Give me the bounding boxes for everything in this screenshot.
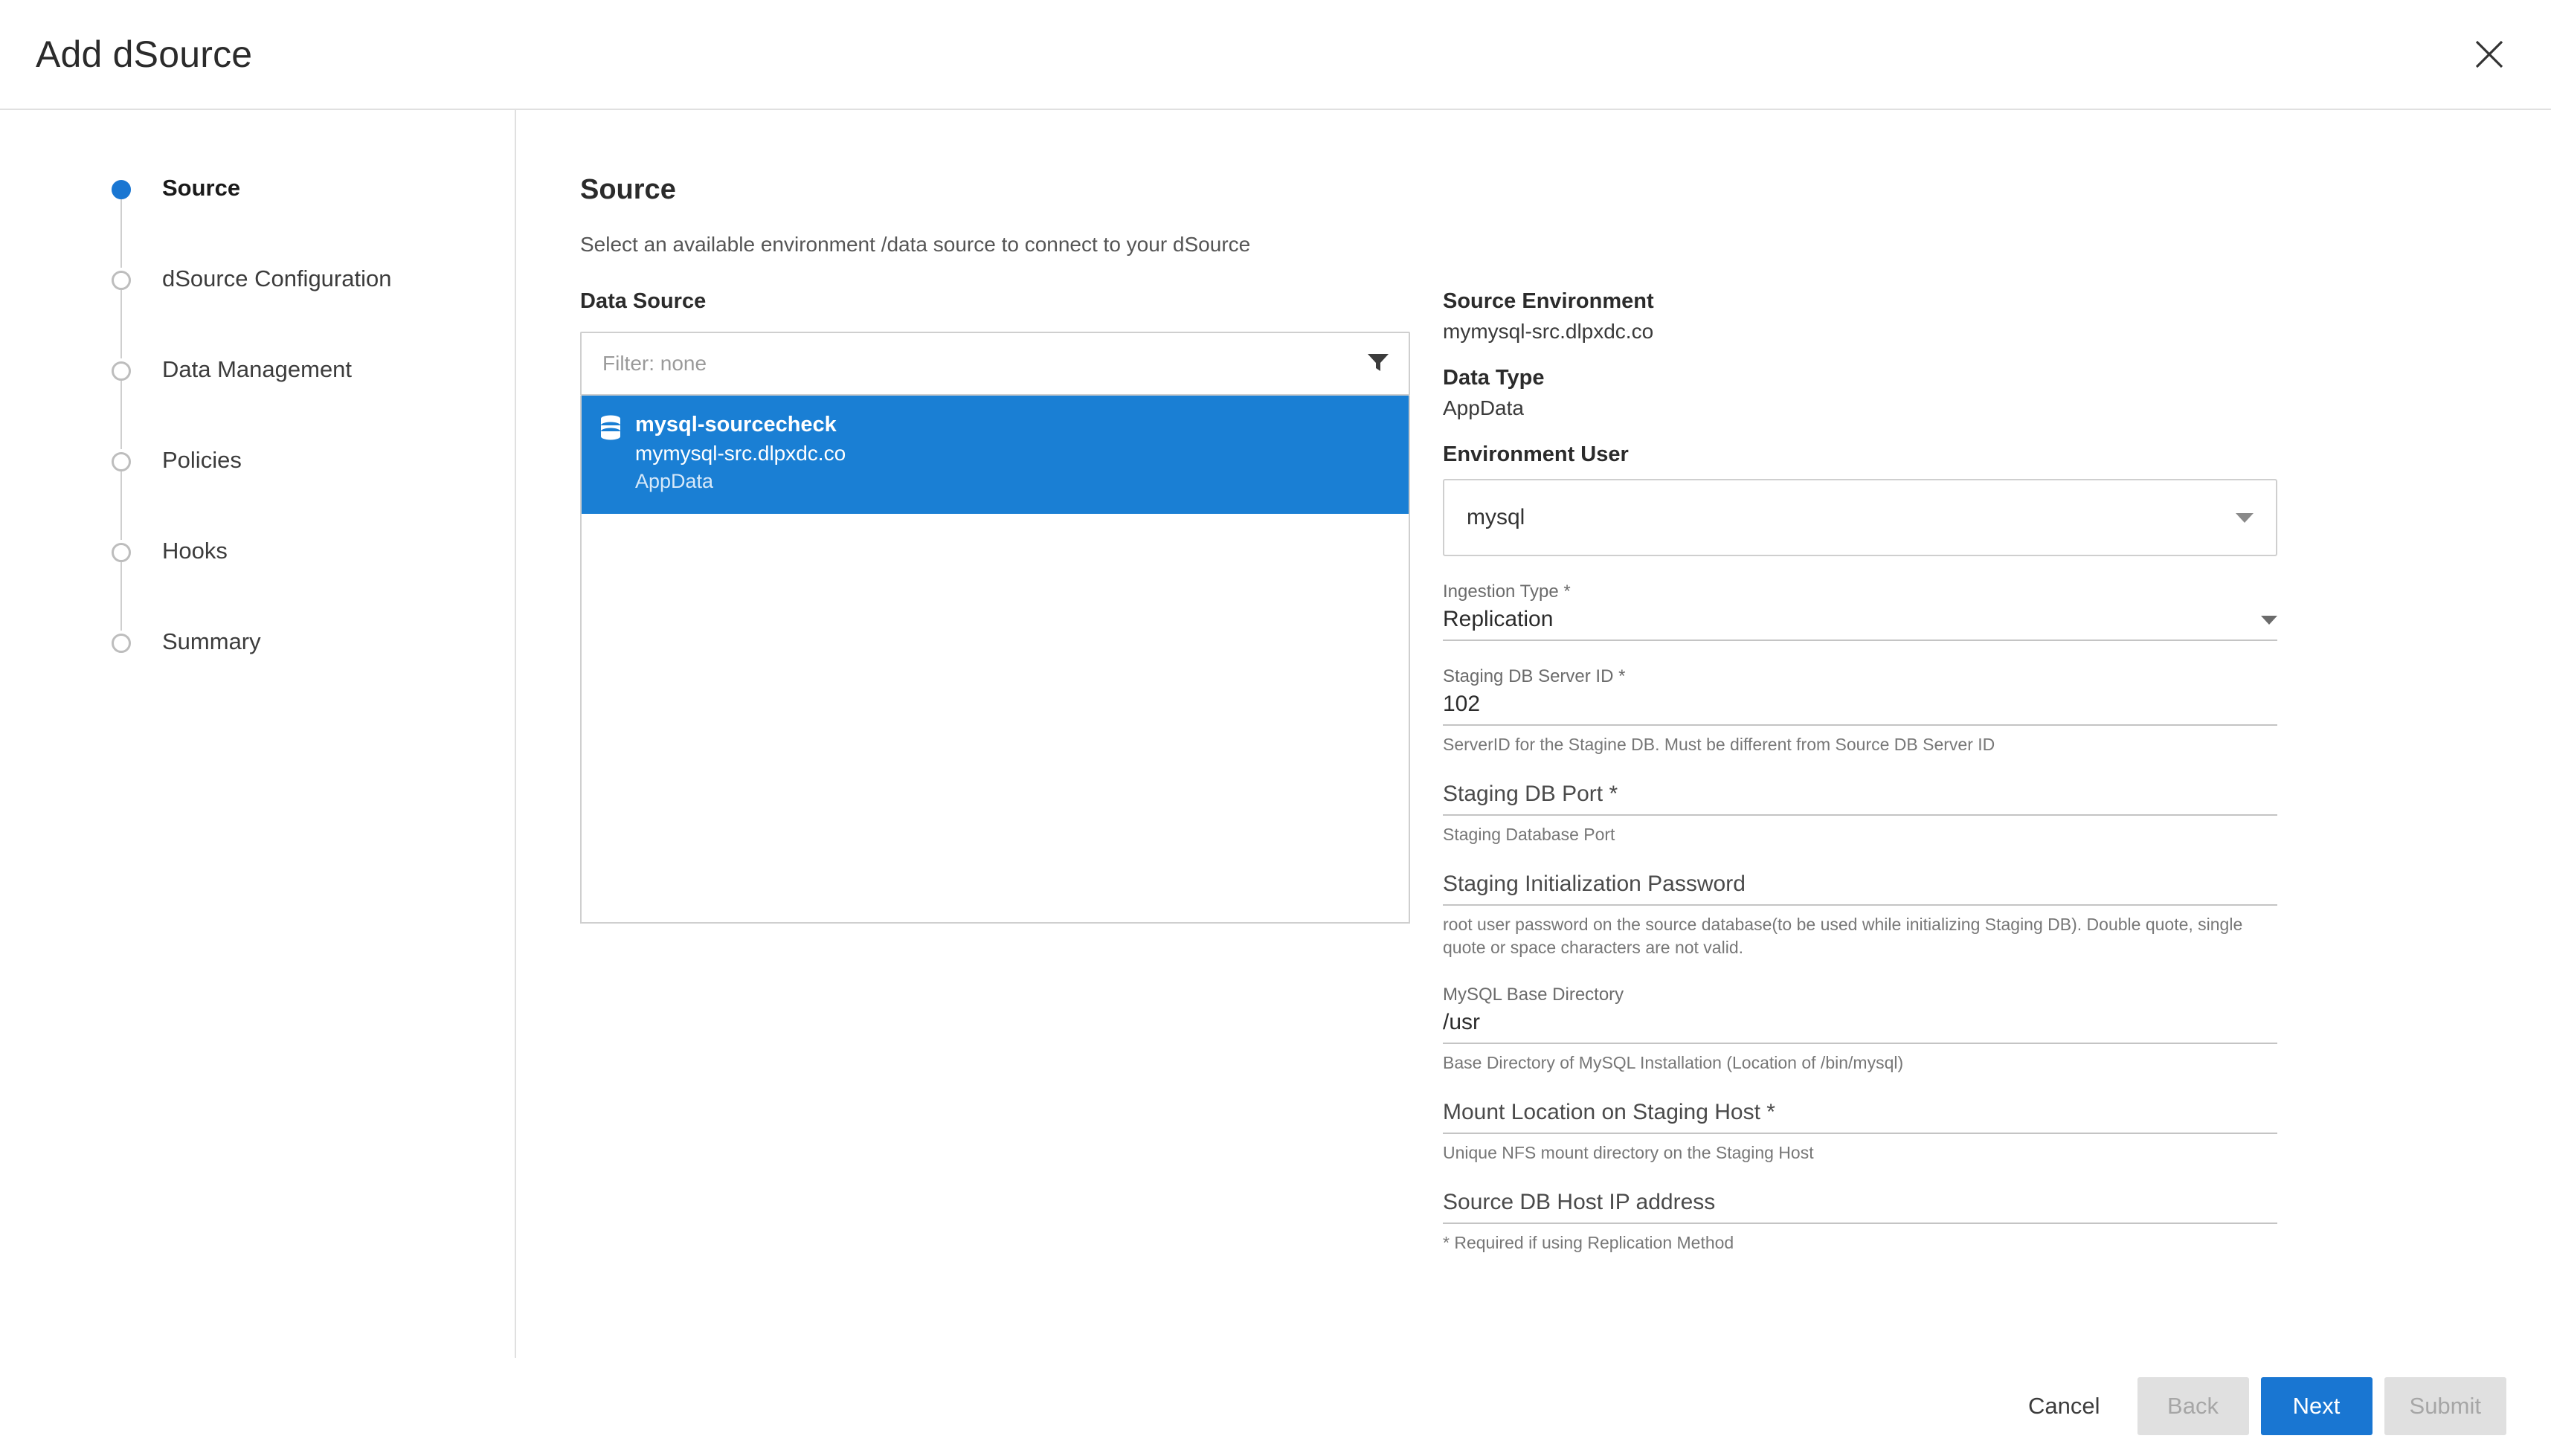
data-type-label: Data Type xyxy=(1443,366,1545,390)
step-dot-icon xyxy=(112,634,131,653)
field-hint: ServerID for the Stagine DB. Must be different from Source DB Server ID xyxy=(1443,735,1995,754)
step-connector xyxy=(120,199,122,268)
list-item-name: mysql-sourcecheck xyxy=(635,413,837,437)
field-hint: Staging Database Port xyxy=(1443,825,1615,845)
field-hint: Unique NFS mount directory on the Staging Host xyxy=(1443,1143,1814,1163)
list-item[interactable] xyxy=(582,396,1409,514)
staging-db-server-id-field[interactable] xyxy=(1443,666,2277,756)
mysql-base-directory-field[interactable] xyxy=(1443,985,2277,1075)
step-connector xyxy=(120,381,122,449)
environment-user-value: mysql xyxy=(1467,505,1525,529)
source-environment-value: mymysql-src.dlpxdc.co xyxy=(1443,320,1654,343)
dialog-body xyxy=(0,110,2551,1358)
step-label: dSource Configuration xyxy=(162,265,392,291)
field-value[interactable]: Source DB Host IP address xyxy=(1443,1190,1716,1215)
list-item-type: AppData xyxy=(635,469,714,492)
section-subtitle: Select an available environment /data source to connect to your dSource xyxy=(580,233,1251,256)
sidebar-item-hooks[interactable] xyxy=(0,540,515,631)
list-item-host: mymysql-src.dlpxdc.co xyxy=(635,442,846,466)
wizard-stepper xyxy=(0,110,516,1358)
step-label: Data Management xyxy=(162,356,353,382)
step-dot-icon xyxy=(112,452,131,471)
field-caption: Staging DB Server ID * xyxy=(1443,666,1626,686)
step-dot-icon xyxy=(112,271,131,290)
page-title: Add dSource xyxy=(36,33,253,75)
filter-box[interactable] xyxy=(580,332,1410,396)
sidebar-item-dsource-configuration[interactable] xyxy=(0,265,515,358)
staging-db-port-field[interactable] xyxy=(1443,782,2277,846)
cancel-button[interactable]: Cancel xyxy=(2003,1377,2126,1435)
field-value[interactable]: Mount Location on Staging Host * xyxy=(1443,1100,1775,1125)
filter-icon[interactable] xyxy=(1367,352,1389,376)
environment-user-label: Environment User xyxy=(1443,442,1629,466)
environment-user-group xyxy=(1443,442,2283,556)
step-label: Policies xyxy=(162,447,242,473)
source-environment-group xyxy=(1443,289,2283,344)
field-value[interactable]: Staging DB Port * xyxy=(1443,782,1618,807)
step-dot-icon xyxy=(112,180,131,199)
field-hint: * Required if using Replication Method xyxy=(1443,1233,1734,1253)
step-connector xyxy=(120,471,122,540)
close-icon[interactable] xyxy=(2463,28,2515,80)
dialog-header xyxy=(0,0,2551,110)
field-value[interactable]: Staging Initialization Password xyxy=(1443,872,1746,897)
ingestion-type-field[interactable] xyxy=(1443,582,2277,641)
staging-initialization-password-field[interactable] xyxy=(1443,872,2277,959)
back-button: Back xyxy=(2137,1377,2249,1435)
main-panel xyxy=(516,110,2551,1358)
field-hint: root user password on the source database(to be used while initializing Staging DB). Double quote, single quote or space characters are not valid. xyxy=(1443,915,2243,958)
database-icon xyxy=(599,415,625,495)
search-input[interactable] xyxy=(601,351,1360,376)
step-label: Hooks xyxy=(162,538,228,564)
mount-location-field[interactable] xyxy=(1443,1100,2277,1165)
field-value[interactable]: /usr xyxy=(1443,1010,1481,1035)
step-connector xyxy=(120,562,122,631)
data-source-label: Data Source xyxy=(580,289,707,313)
field-value: Replication xyxy=(1443,607,1554,631)
sidebar-item-policies[interactable] xyxy=(0,449,515,540)
data-type-group xyxy=(1443,366,2283,420)
field-caption: MySQL Base Directory xyxy=(1443,985,1624,1005)
step-label: Source xyxy=(162,175,241,201)
section-title: Source xyxy=(580,174,676,205)
field-caption: Ingestion Type * xyxy=(1443,582,1571,602)
submit-button: Submit xyxy=(2384,1377,2506,1435)
step-connector xyxy=(120,290,122,358)
data-source-column xyxy=(580,289,1413,1254)
field-value[interactable]: 102 xyxy=(1443,692,1481,716)
sidebar-item-summary[interactable] xyxy=(0,628,515,721)
chevron-down-icon xyxy=(2236,513,2254,523)
next-button[interactable]: Next xyxy=(2261,1377,2373,1435)
source-details-column xyxy=(1443,289,2283,1254)
data-source-list[interactable] xyxy=(580,396,1410,924)
dialog-footer xyxy=(0,1358,2551,1455)
environment-user-select[interactable] xyxy=(1443,479,2277,556)
chevron-down-icon[interactable] xyxy=(2261,616,2277,625)
sidebar-item-source[interactable] xyxy=(0,177,515,268)
step-dot-icon xyxy=(112,361,131,381)
sidebar-item-data-management[interactable] xyxy=(0,358,515,449)
source-db-host-ip-field[interactable] xyxy=(1443,1190,2277,1254)
data-type-value: AppData xyxy=(1443,396,1524,419)
step-dot-icon xyxy=(112,543,131,562)
field-hint: Base Directory of MySQL Installation (Location of /bin/mysql) xyxy=(1443,1053,1904,1073)
step-label: Summary xyxy=(162,628,261,654)
source-environment-label: Source Environment xyxy=(1443,289,1654,313)
